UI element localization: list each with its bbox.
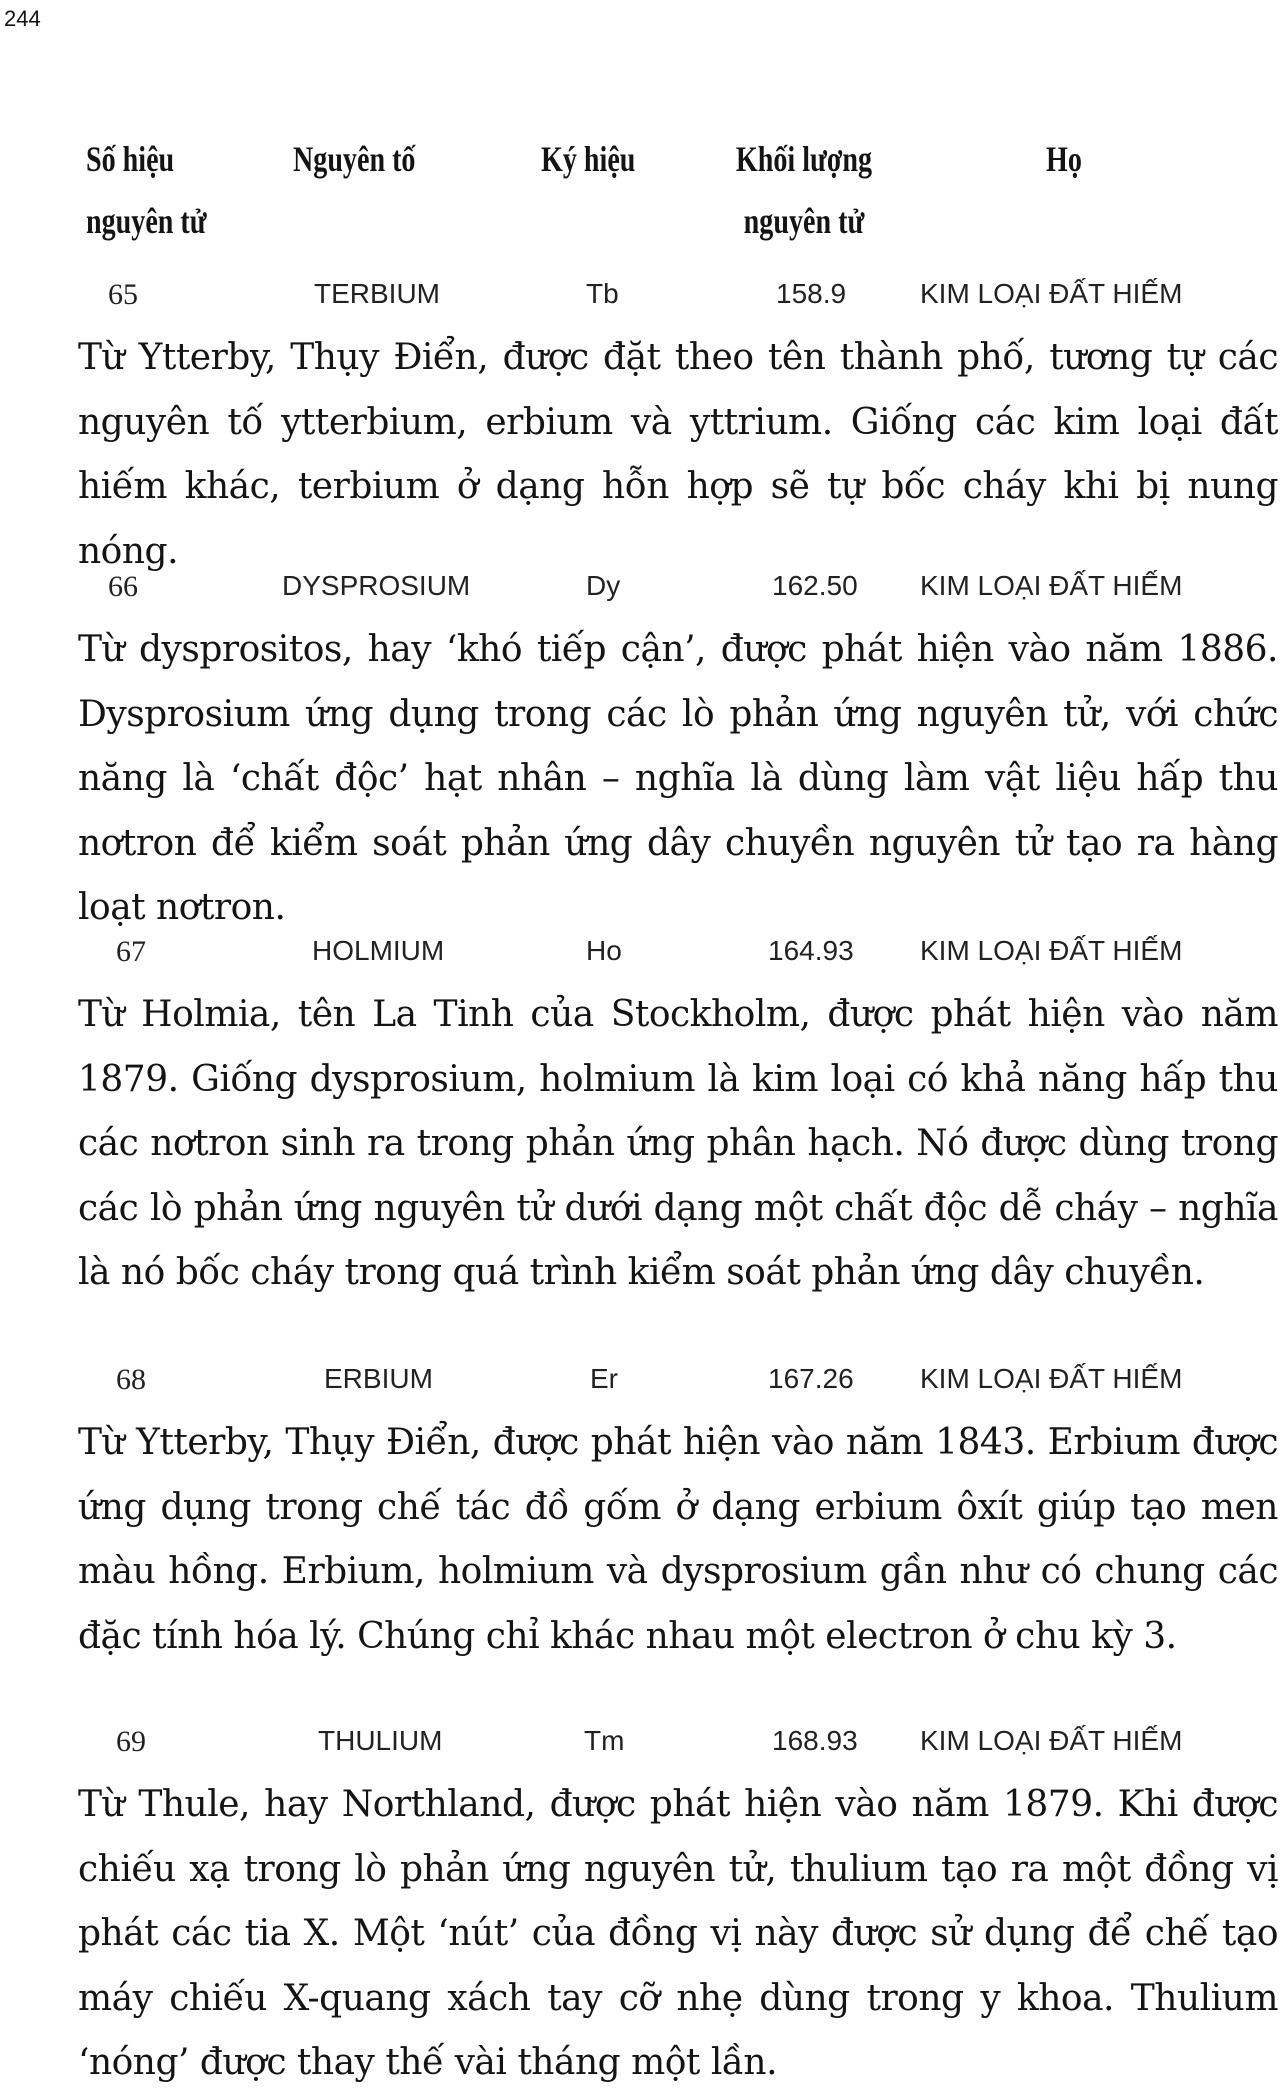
element-description: Từ Thule, hay Northland, được phát hiện vào năm 1879. Khi được chiếu xạ trong lò phản ứng nguyên tử, thulium tạo ra một đồng vị phát các tia X. Một ‘nút’ của đồng vị này được sử dụng để chế tạo máy chiếu X-quang xách tay cỡ nhẹ dùng trong y khoa. Thulium ‘nóng’ được thay thế vài tháng một lần. [78,1784,1278,2083]
atomic-number: 69 [116,1725,146,1758]
element-name: TERBIUM [314,278,440,309]
atomic-number: 68 [116,1363,146,1396]
element-symbol: Dy [586,570,621,601]
entry-meta [78,935,1278,983]
atomic-mass: 162.50 [772,570,858,601]
element-description: Từ Ytterby, Thụy Điển, được phát hiện vào năm 1843. Erbium được ứng dụng trong chế tác đồ gốm ở dạng erbium ôxít giúp tạo men màu hồng. Erbium, holmium và dysprosium gần như có chung các đặc tính hóa lý. Chúng chỉ khác nhau một electron ở chu kỳ 3. [78,1422,1278,1657]
element-entry [78,1363,1278,1669]
atomic-mass: 168.93 [772,1725,858,1756]
element-symbol: Er [590,1363,618,1394]
header-family: Họ [1046,139,1082,179]
element-family: KIM LOẠI ĐẤT HIẾM [920,935,1183,966]
entry-meta [78,278,1278,326]
entry-meta [78,570,1278,618]
header-atomic-number: Số hiệu nguyên tử [86,139,207,241]
element-name: ERBIUM [324,1363,433,1394]
table-header [86,128,1266,248]
element-name: HOLMIUM [312,935,445,966]
element-family: KIM LOẠI ĐẤT HIẾM [920,1363,1183,1394]
element-entry [78,278,1278,584]
page-number: 244 [4,6,41,31]
element-name: DYSPROSIUM [282,570,471,601]
element-name: THULIUM [318,1725,443,1756]
atomic-number: 66 [108,570,138,603]
entry-meta [78,1363,1278,1411]
element-description: Từ Holmia, tên La Tinh của Stockholm, được phát hiện vào năm 1879. Giống dysprosium, holmium là kim loại có khả năng hấp thu các nơtron sinh ra trong phản ứng phân hạch. Nó được dùng trong các lò phản ứng nguyên tử dưới dạng một chất độc dễ cháy – nghĩa là nó bốc cháy trong quá trình kiểm soát phản ứng dây chuyền. [78,994,1278,1293]
header-symbol: Ký hiệu [541,139,636,179]
element-family: KIM LOẠI ĐẤT HIẾM [920,1725,1183,1756]
entry-meta [78,1725,1278,1773]
element-entry [78,935,1278,1306]
atomic-mass: 164.93 [768,935,854,966]
header-element: Nguyên tố [293,139,416,179]
atomic-number: 67 [116,935,146,968]
atomic-mass: 158.9 [776,278,847,309]
element-symbol: Tb [586,278,619,309]
atomic-mass: 167.26 [768,1363,854,1394]
element-symbol: Tm [584,1725,625,1756]
atomic-number: 65 [108,278,138,311]
element-family: KIM LOẠI ĐẤT HIẾM [920,570,1183,601]
element-description: Từ dysprositos, hay ‘khó tiếp cận’, được phát hiện vào năm 1886. Dysprosium ứng dụng trong các lò phản ứng nguyên tử, với chức năng là ‘chất độc’ hạt nhân – nghĩa là dùng làm vật liệu hấp thu nơtron để kiểm soát phản ứng dây chuyền nguyên tử tạo ra hàng loạt nơtron. [78,629,1278,928]
element-symbol: Ho [586,935,622,966]
element-description: Từ Ytterby, Thụy Điển, được đặt theo tên thành phố, tương tự các nguyên tố ytterbium, erbium và yttrium. Giống các kim loại đất hiếm khác, terbium ở dạng hỗn hợp sẽ tự bốc cháy khi bị nung nóng. [78,337,1278,572]
element-family: KIM LOẠI ĐẤT HIẾM [920,278,1183,309]
element-entry [78,570,1278,941]
header-atomic-mass: Khối lượng nguyên tử [735,139,873,241]
element-entry [78,1725,1278,2096]
